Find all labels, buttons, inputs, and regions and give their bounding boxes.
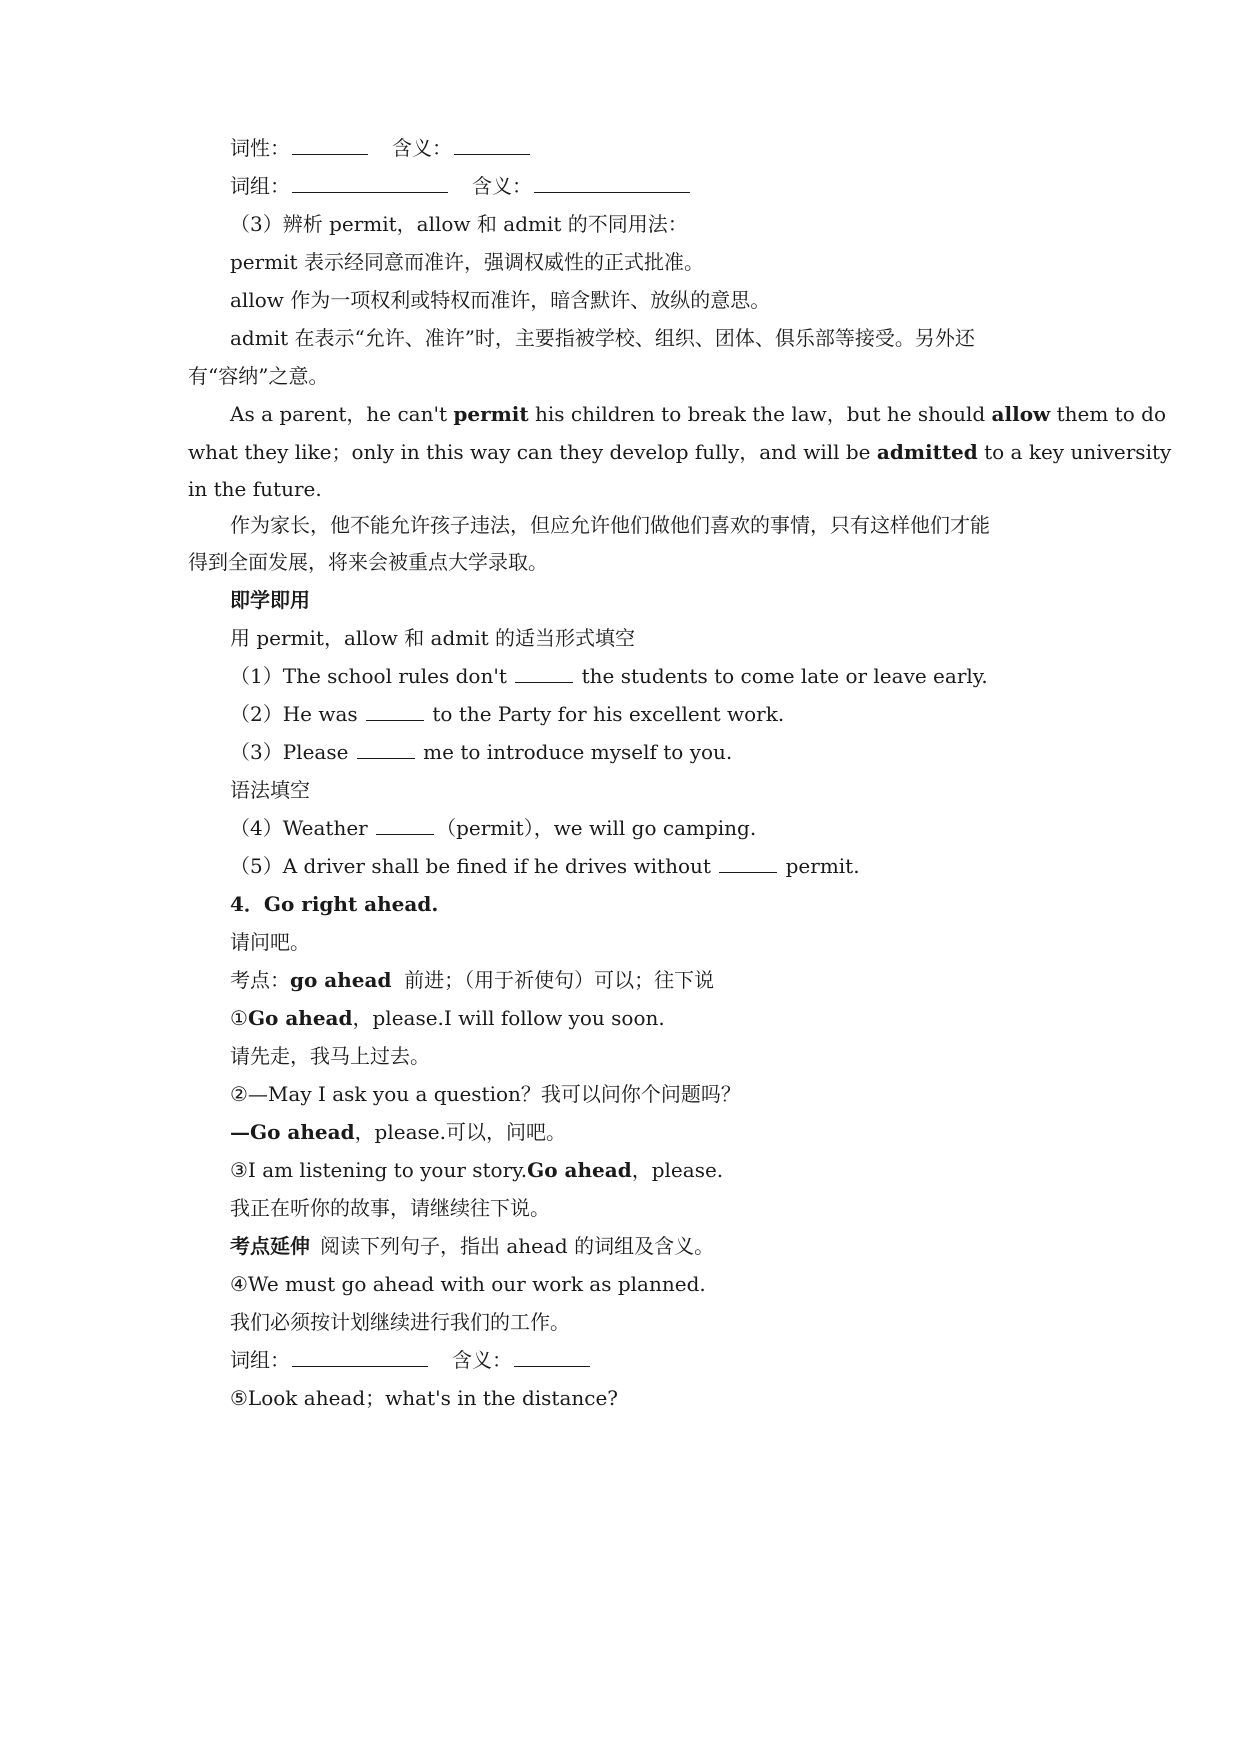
- example-sentence: ④We must go ahead with our work as planned.: [230, 1272, 706, 1296]
- exercise-item: （2）He was to the Party for his excellent work.: [230, 702, 785, 726]
- example-sentence: —Go ahead，please.可以，问吧。: [230, 1120, 566, 1144]
- keyword-allow: allow: [991, 402, 1051, 426]
- section-heading: （3）辨析 permit，allow 和 admit 的不同用法：: [230, 212, 688, 236]
- keyword-permit: permit: [453, 402, 529, 426]
- translation: 得到全面发展，将来会被重点大学录取。: [188, 550, 548, 574]
- translation: 作为家长，他不能允许孩子违法，但应允许他们做他们喜欢的事情，只有这样他们才能: [230, 513, 990, 537]
- paragraph: 有“容纳”之意。: [188, 364, 329, 388]
- paragraph: allow 作为一项权利或特权而准许，暗含默许、放纵的意思。: [230, 288, 771, 312]
- phrase-line: [230, 1346, 592, 1374]
- translation: 请问吧。: [230, 930, 310, 954]
- translation: 我们必须按计划继续进行我们的工作。: [230, 1310, 570, 1334]
- word-class-label: 词性：: [230, 136, 290, 160]
- answer-blank[interactable]: [366, 700, 424, 721]
- example-sentence: what they like；only in this way can they develop fully，and will be admitted to a key university: [188, 440, 1172, 464]
- keyword-admitted: admitted: [876, 440, 978, 464]
- example-sentence: As a parent，he can't permit his children to break the law，but he should allow them to do: [230, 402, 1166, 426]
- key-point: 考点：go ahead 前进；（用于祈使句）可以；往下说: [230, 968, 715, 992]
- extension-heading: 考点延伸 阅读下列句子，指出 ahead 的词组及含义。: [230, 1234, 715, 1258]
- example-sentence: ③I am listening to your story.Go ahead，please.: [230, 1158, 724, 1182]
- section-title: 即学即用: [230, 588, 310, 612]
- exercise-item: （3）Please me to introduce myself to you.: [230, 740, 733, 764]
- paragraph: admit 在表示“允许、准许”时，主要指被学校、组织、团体、俱乐部等接受。另外还: [230, 326, 975, 350]
- answer-blank[interactable]: [376, 814, 434, 835]
- meaning-blank[interactable]: [534, 172, 690, 193]
- answer-blank[interactable]: [719, 852, 777, 873]
- exercise-item: （5）A driver shall be fined if he drives without permit.: [230, 854, 860, 878]
- section-title: 4．Go right ahead.: [230, 892, 439, 916]
- translation: 我正在听你的故事，请继续往下说。: [230, 1196, 550, 1220]
- example-sentence: ⑤Look ahead；what's in the distance?: [230, 1386, 619, 1410]
- meaning-label: 含义：: [472, 174, 532, 198]
- word-class-line: [230, 134, 532, 162]
- meaning-blank[interactable]: [514, 1346, 590, 1367]
- paragraph: permit 表示经同意而准许，强调权威性的正式批准。: [230, 250, 704, 274]
- meaning-label: 含义：: [452, 1348, 512, 1372]
- keyword-go-ahead: go ahead: [290, 968, 392, 992]
- instruction: 语法填空: [230, 778, 310, 802]
- phrase-blank[interactable]: [292, 1346, 428, 1367]
- example-sentence: ①Go ahead，please.I will follow you soon.: [230, 1006, 665, 1030]
- exercise-item: （1）The school rules don't the students to come late or leave early.: [230, 664, 988, 688]
- phrase-label: 词组：: [230, 174, 290, 198]
- phrase-blank[interactable]: [292, 172, 448, 193]
- phrase-label: 词组：: [230, 1348, 290, 1372]
- answer-blank[interactable]: [357, 738, 415, 759]
- word-class-blank[interactable]: [292, 134, 368, 155]
- example-sentence: in the future.: [188, 477, 322, 501]
- answer-blank[interactable]: [515, 662, 573, 683]
- meaning-blank[interactable]: [454, 134, 530, 155]
- example-sentence: ②—May I ask you a question？我可以问你个问题吗？: [230, 1082, 741, 1106]
- translation: 请先走，我马上过去。: [230, 1044, 430, 1068]
- instruction: 用 permit，allow 和 admit 的适当形式填空: [230, 626, 636, 650]
- meaning-label: 含义：: [392, 136, 452, 160]
- exercise-item: （4）Weather （permit），we will go camping.: [230, 816, 757, 840]
- phrase-line: [230, 172, 692, 200]
